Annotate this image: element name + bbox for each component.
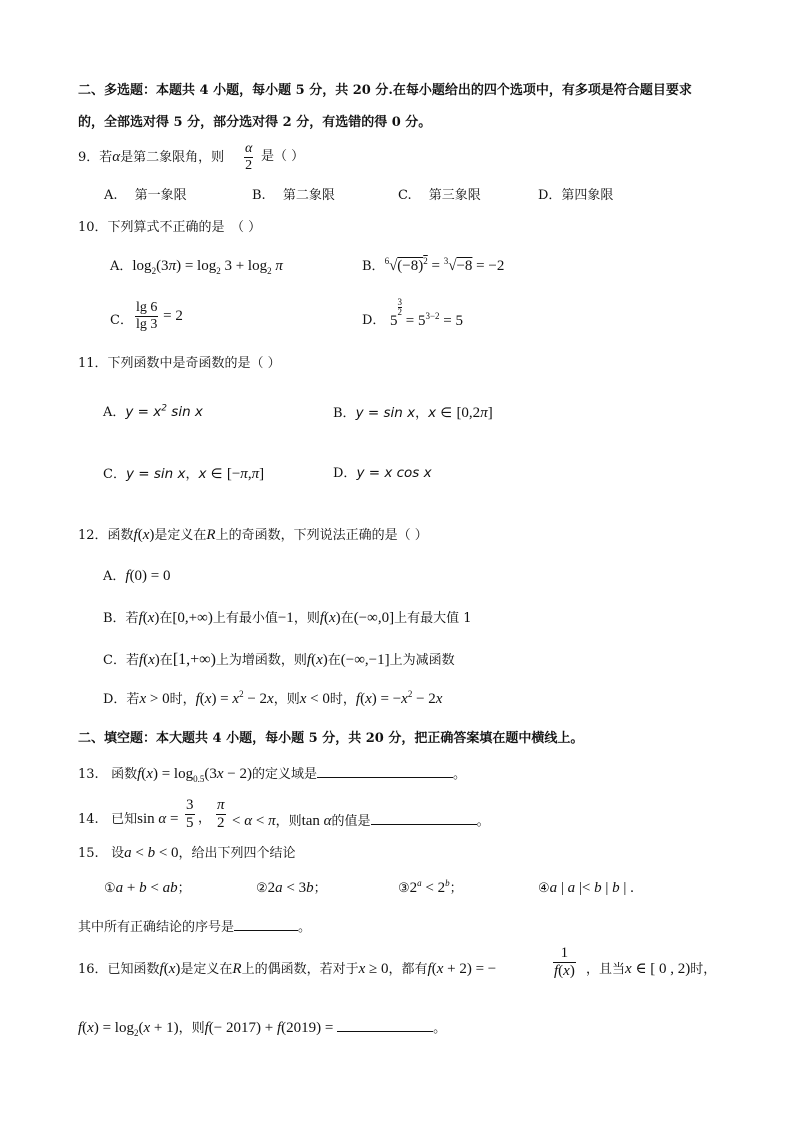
question-9-stem: [78, 150, 224, 165]
question-14: 14. 已知sin α =: [78, 811, 179, 827]
question-15: 15. 设a < b < 0，给出下列四个结论: [78, 845, 296, 861]
q12-option-d: D．若x > 0时，$f(x) = x^2 - 2x$，则x < 0时，$f(x) = -x^2 - 2x$: [103, 689, 443, 707]
q9-option-b: B. 第二象限: [252, 188, 335, 203]
section2-line2: 的，全部选对得 5 分，部分选对得 2 分，有选错的得 0 分。: [78, 115, 432, 130]
q9-option-c: C. 第三象限: [398, 188, 481, 203]
q11-option-c: C．y = sin x，x ∈ [−π,π]: [103, 466, 265, 482]
question-12-stem: 12．函数f(x)是定义在R上的奇函数，下列说法正确的是（ ）: [78, 527, 428, 543]
question-16-line2: $f(x) = \log_2(x + 1)$，则f(− 2017) + f(2019) = 。: [78, 1020, 447, 1038]
q15-conclusion-4: ④a | a |< b | b | .: [538, 880, 634, 896]
q10-option-a: A．$\log_2(3\pi) = \log_2 3 + \log_2 \pi$: [110, 258, 283, 276]
q13-answer-blank[interactable]: [317, 765, 453, 778]
q16-answer-blank[interactable]: [337, 1019, 433, 1032]
q12-option-a: A．f(0) = 0: [103, 568, 171, 584]
q14-pi-half: $\frac{\pi}{2}$: [217, 797, 225, 831]
section3-title: 二、填空题：本大题共 4 小题，每小题 5 分，共 20 分，把正确答案填在题中横线上。: [78, 731, 584, 746]
q15-tail: 其中所有正确结论的序号是 。: [78, 920, 312, 935]
q10-option-c-expr: $\frac{\lg 6}{\lg 3}$ = 2: [136, 300, 183, 332]
q12-option-c: C．若f(x)在[1,+∞)上为增函数，则f(x)在(−∞,−1]上为减函数: [103, 651, 455, 668]
q15-conclusion-1: ①a + b < ab；: [104, 880, 191, 896]
q9-end: 是（ ）: [261, 149, 305, 164]
q11-option-a: A．$y = x^2$ sin x: [103, 403, 203, 420]
q10-option-b: B．$^6√(-8)^2 = ^3√-8 = -2$: [362, 256, 505, 274]
question-16-line1: 16．已知函数f(x)是定义在R上的偶函数，若对于x ≥ 0，都有f(x + 2) = −: [78, 961, 497, 977]
question-13: 13. 函数$f(x) = \log_{0.5}(3x - 2)$的定义域是 。: [78, 766, 466, 784]
q15-conclusion-2: ②2a < 3b；: [256, 880, 327, 896]
q11-option-d: D．y = x cos x: [333, 465, 432, 481]
q10-option-c: C．: [110, 313, 133, 328]
q14-fraction-3-5: $\frac{3}{5}$: [186, 797, 194, 831]
question-16-line1-end: ，且当x ∈ [ 0 , 2)时，: [586, 961, 717, 977]
q10-option-d-expr: 5 $\frac{3}{2}$ = $5^{3-2} = 5$: [390, 297, 464, 329]
question-10-stem: 10．下列算式不正确的是 （ ）: [78, 220, 262, 235]
q14-rest: < α < π，则tan α的值是 。: [232, 813, 490, 829]
q14-comma: ，: [198, 811, 212, 826]
q15-conclusion-3: $③2^a < 2^b$；: [398, 878, 463, 896]
section2-line1: 二、多选题：本题共 4 小题，每小题 5 分，共 20 分.在每小题给出的四个选项中，有多项是符合题目要求: [78, 83, 692, 98]
question-11-stem: 11．下列函数中是奇函数的是（ ）: [78, 356, 281, 371]
q9-num: 9．若: [78, 150, 113, 165]
q10-option-d: D．: [362, 313, 386, 328]
q9-mid: 是第二象限角，则: [120, 150, 225, 165]
q12-option-b: B．若f(x)在[0,+∞)上有最小值−1，则f(x)在(−∞,0]上有最大值 1: [103, 610, 472, 626]
q11-option-b: B．y = sin x，x ∈ [0,2π]: [333, 405, 493, 421]
q9-alpha: α: [112, 149, 121, 165]
q9-option-a: A. 第一象限: [104, 188, 187, 203]
q9-option-d: D．第四象限: [538, 188, 614, 203]
q14-answer-blank[interactable]: [371, 812, 477, 825]
q9-fraction: $\frac{\alpha}{2}$: [245, 141, 253, 173]
q15-answer-blank[interactable]: [234, 918, 298, 931]
q16-reciprocal-fraction: $\frac{1}{f(x)}$: [554, 945, 575, 979]
